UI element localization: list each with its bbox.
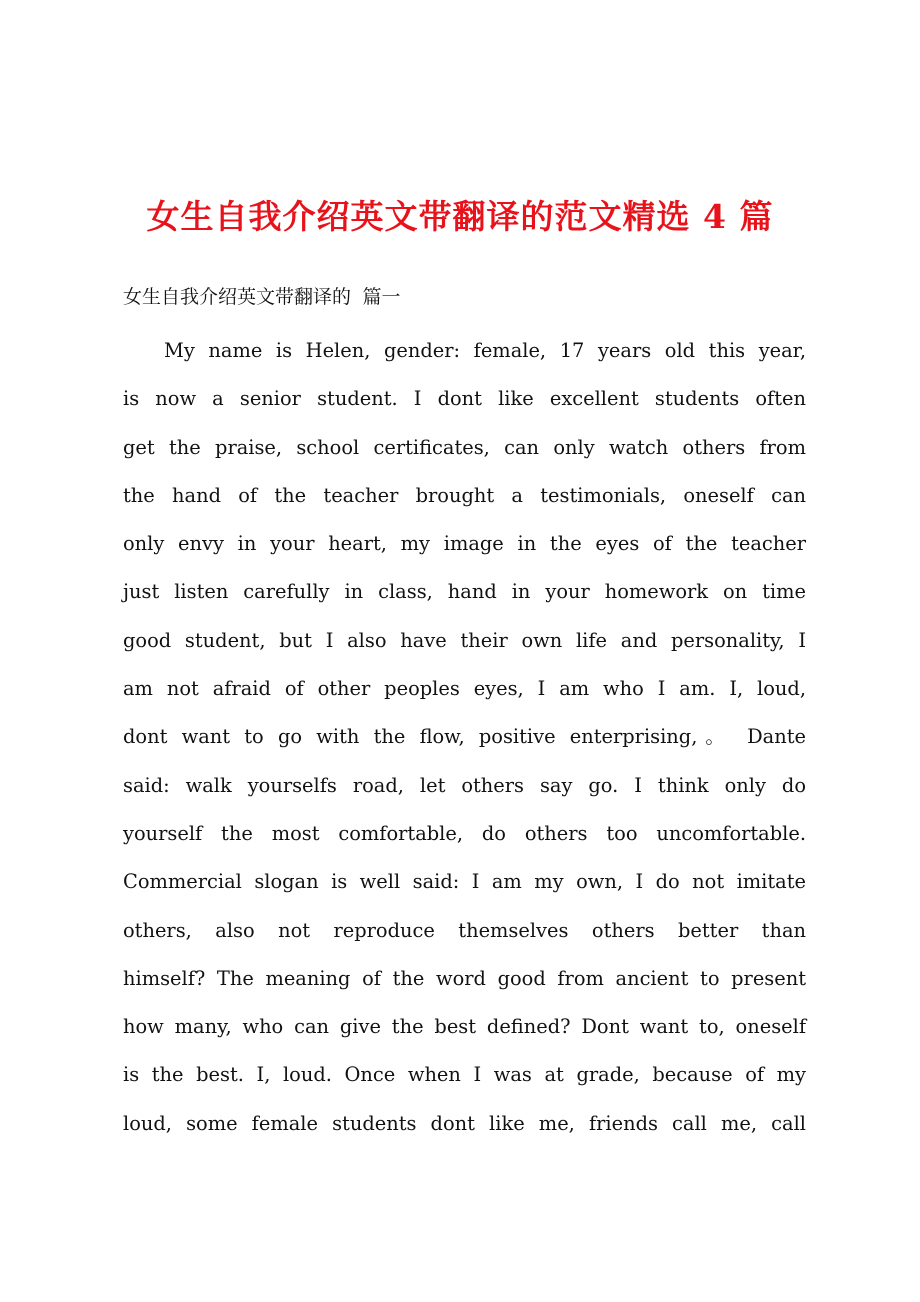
paragraph-line: get the praise, school certificates, can only watch others from [123, 435, 806, 459]
paragraph-line: how many, who can give the best defined? Dont want to, oneself [123, 1015, 806, 1039]
paragraph-line: is the best. I, loud. Once when I was at grade, because of my [123, 1063, 806, 1087]
paragraph-line: My name is Helen, gender: female, 17 years old this year, [164, 339, 806, 362]
paragraph-line: yourself the most comfortable, do others too uncomfortable. [123, 821, 806, 845]
paragraph-line: others, also not reproduce themselves others better than [123, 918, 806, 942]
body-paragraph [123, 327, 806, 1148]
paragraph-line: the hand of the teacher brought a testimonials, oneself can [123, 483, 806, 507]
paragraph-line: only envy in your heart, my image in the eyes of the teacher [123, 532, 806, 556]
paragraph-line: dont want to go with the flow, positive enterprising,。 Dante [123, 725, 806, 749]
document-title: 女生自我介绍英文带翻译的范文精选 4 篇 [146, 197, 774, 236]
paragraph-line: loud, some female students dont like me, friends call me, call [123, 1111, 806, 1135]
paragraph-line: good student, but I also have their own life and personality, I [123, 628, 806, 652]
section-heading: 女生自我介绍英文带翻译的 篇一 [123, 286, 401, 308]
paragraph-line: said: walk yourselfs road, let others say go. I think only do [123, 773, 806, 797]
paragraph-line: Commercial slogan is well said: I am my own, I do not imitate [123, 870, 806, 894]
paragraph-line: himself? The meaning of the word good from ancient to present [123, 966, 806, 990]
paragraph-line: is now a senior student. I dont like excellent students often [123, 387, 806, 411]
paragraph-line: am not afraid of other peoples eyes, I am who I am. I, loud, [123, 677, 806, 701]
paragraph-line: just listen carefully in class, hand in your homework on time [123, 580, 806, 604]
